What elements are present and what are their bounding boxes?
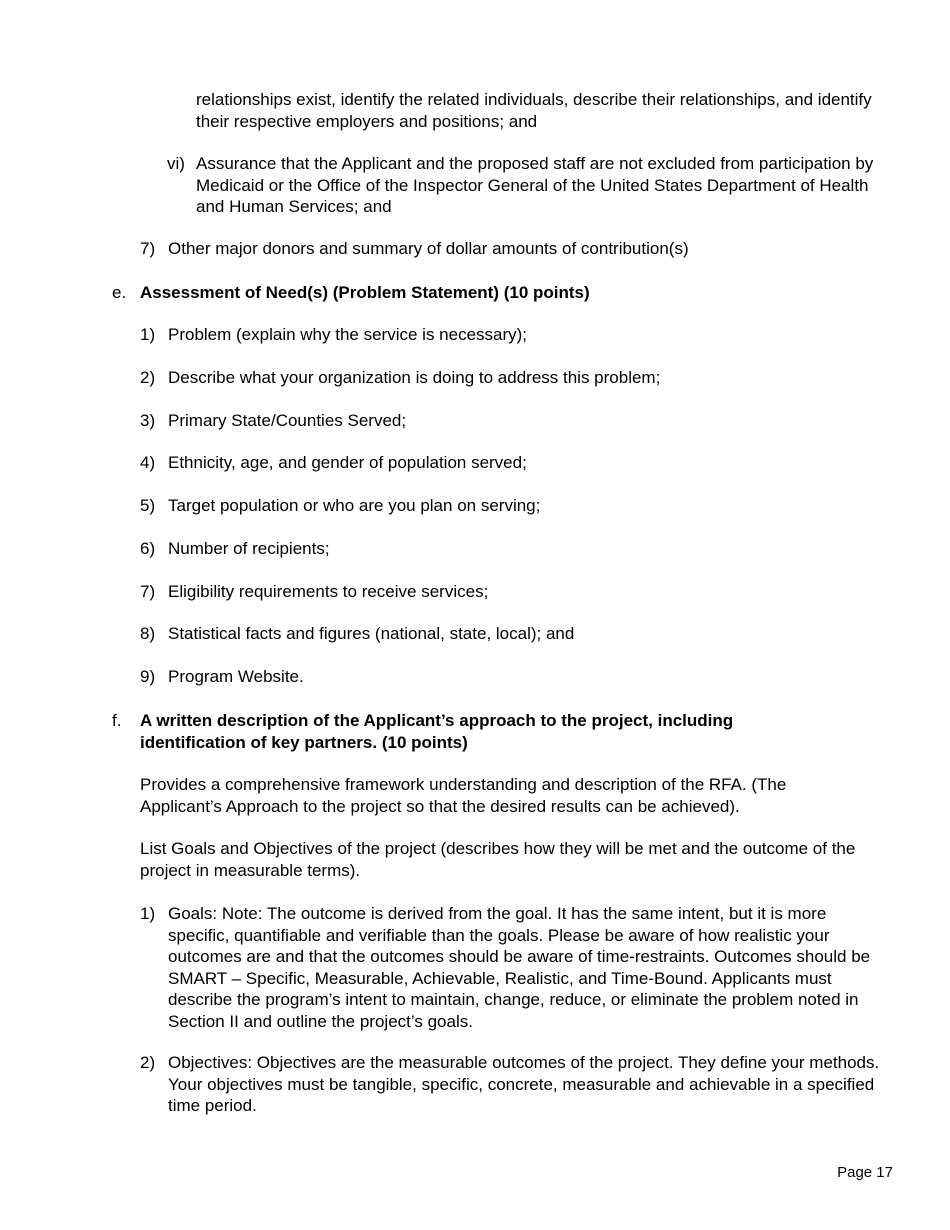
section-e-item-8-marker: 8)	[140, 624, 156, 643]
section-e-item-5-text: Target population or who are you plan on serving;	[168, 496, 541, 515]
section-e-item-4-marker: 4)	[140, 453, 156, 472]
section-f-marker: f.	[112, 711, 122, 730]
list-marker-vi: vi)	[167, 154, 185, 173]
section-e-item-6-marker: 6)	[140, 539, 156, 558]
section-e-item-3-marker: 3)	[140, 411, 156, 430]
section-e-heading: Assessment of Need(s) (Problem Statement) (10 points)	[140, 283, 590, 302]
section-e-item-2-marker: 2)	[140, 368, 156, 387]
section-f-heading: A written description of the Applicant’s approach to the project, including identification of key partners. (10 points)	[140, 711, 734, 752]
section-e-item-7-text: Eligibility requirements to receive services;	[168, 582, 489, 601]
section-f-paragraph-2: List Goals and Objectives of the project (describes how they will be met and the outcome of the project in measurable terms).	[140, 839, 856, 880]
section-e-item-9-marker: 9)	[140, 667, 156, 686]
page-number: Page 17	[837, 1164, 893, 1181]
section-e-marker: e.	[112, 283, 127, 302]
section-e-item-9-text: Program Website.	[168, 667, 304, 686]
list-item-vi-text: Assurance that the Applicant and the proposed staff are not excluded from participation by Medicaid or the Office of the Inspector General of the United States Department of Health and Human Services; and	[196, 154, 874, 216]
section-f-item-1-marker: 1)	[140, 904, 156, 923]
section-f-paragraph-1: Provides a comprehensive framework understanding and description of the RFA. (The Applicant’s Approach to the project so that the desired results can be achieved).	[140, 775, 787, 816]
section-e-item-1-marker: 1)	[140, 325, 156, 344]
section-e-item-5-marker: 5)	[140, 496, 156, 515]
section-f-item-2-text: Objectives: Objectives are the measurable outcomes of the project. They define your methods. Your objectives must be tangible, specific, concrete, measurable and achievable in a specified time period.	[168, 1053, 880, 1115]
section-e-item-2-text: Describe what your organization is doing to address this problem;	[168, 368, 661, 387]
section-e-item-7-marker: 7)	[140, 582, 156, 601]
section-e-item-1-text: Problem (explain why the service is necessary);	[168, 325, 528, 344]
section-f-item-2-marker: 2)	[140, 1053, 156, 1072]
list-marker-7-donors: 7)	[140, 239, 156, 258]
section-e-item-8-text: Statistical facts and figures (national, state, local); and	[168, 624, 575, 643]
section-e-item-6-text: Number of recipients;	[168, 539, 330, 558]
list-item-7-donors-text: Other major donors and summary of dollar amounts of contribution(s)	[168, 239, 689, 258]
continued-list-item-text: relationships exist, identify the related individuals, describe their relationships, and identify their respective employers and positions; and	[196, 90, 872, 131]
section-e-item-3-text: Primary State/Counties Served;	[168, 411, 407, 430]
section-f-item-1-text: Goals: Note: The outcome is derived from the goal. It has the same intent, but it is more specific, quantifiable and verifiable than the goals. Please be aware of how realistic your outcomes are and that the outcomes should be aware of time-restraints. Outcomes should be SMART – Specific, Measurable, Achievable, Realistic, and Time-Bound. Applicants must describe the program’s intent to maintain, change, reduce, or eliminate the problem noted in Section II and outline the project’s goals.	[168, 904, 871, 1031]
section-e-item-4-text: Ethnicity, age, and gender of population served;	[168, 453, 527, 472]
